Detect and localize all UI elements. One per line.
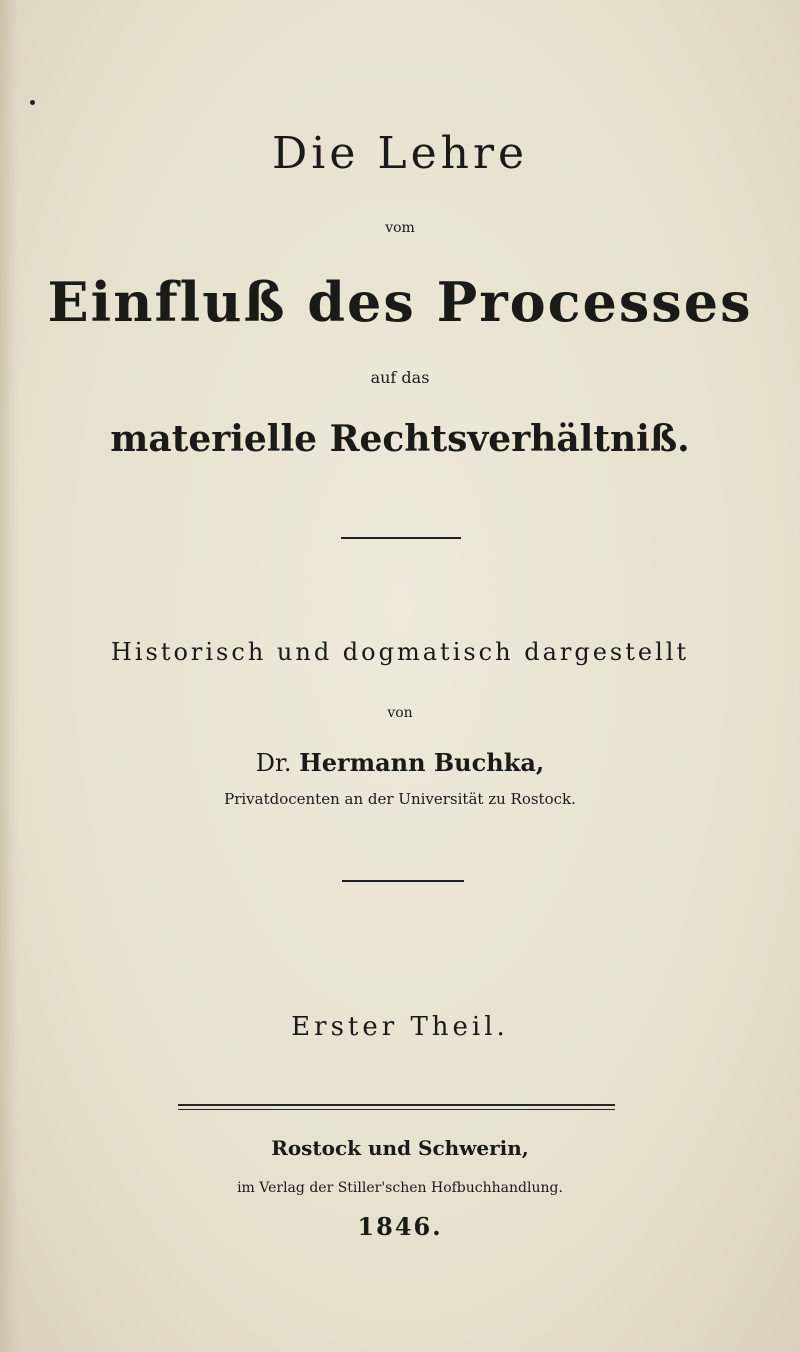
title-line-3: materielle Rechtsverhältniß. [110,418,690,460]
author-name: Hermann Buchka, [299,748,545,777]
title-line-2: Einfluß des Processes [47,270,753,334]
author [0,748,800,777]
ink-speck [30,100,35,105]
divider-rule-2 [342,880,464,882]
title-vom: vom [385,220,415,236]
publisher-place: Rostock und Schwerin, [271,1136,529,1160]
author-role: Privatdocenten an der Universität zu Rostock. [224,790,576,808]
title-line-1: Die Lehre [271,128,529,179]
by-line: von [387,705,413,721]
title-auf-das: auf das [370,368,430,387]
publisher: im Verlag der Stiller'schen Hofbuchhandlung. [237,1180,563,1196]
subtitle: Historisch und dogmatisch dargestellt [110,638,690,666]
author-prefix: Dr. [255,749,292,777]
publication-year: 1846. [357,1212,443,1241]
part-label: Erster Theil. [291,1012,509,1042]
divider-rule-1 [341,537,461,539]
